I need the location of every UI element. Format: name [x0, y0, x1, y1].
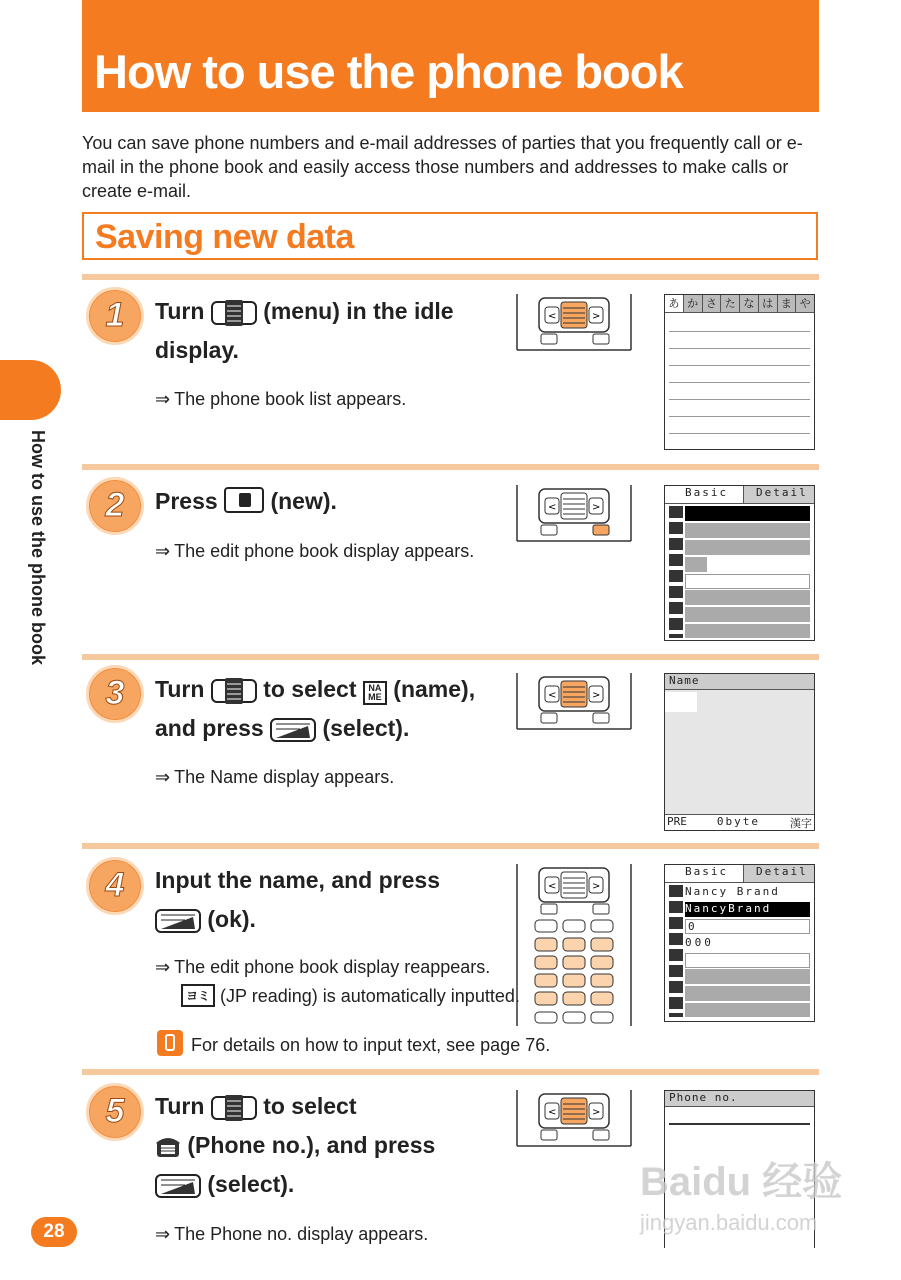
tab-basic: Basic [665, 865, 743, 882]
step-text: Turn [155, 1093, 205, 1119]
side-chapter-label: How to use the phone book [28, 430, 48, 665]
name-icon: NA ME [363, 681, 387, 705]
step-text: (menu) in the idle [263, 298, 454, 324]
step-text: Input the name, and press [155, 867, 440, 893]
svg-text:>: > [592, 881, 601, 892]
step-text: (select). [322, 715, 410, 741]
separator [82, 464, 819, 470]
hand-pointer-icon [157, 1030, 183, 1056]
group-value: 0 [685, 919, 810, 934]
step-number-badge [86, 287, 144, 345]
separator [82, 843, 819, 849]
svg-text:<: < [548, 311, 557, 322]
step-result [155, 541, 474, 562]
separator [82, 1069, 819, 1075]
reference-note [157, 1030, 550, 1056]
result-text: The phone book list appears. [174, 389, 407, 409]
result-text: (JP reading) is automatically inputted. [220, 986, 520, 1006]
step-instruction [155, 1087, 435, 1204]
screen-header: Phone no. [665, 1091, 814, 1107]
keypad-illustration [515, 485, 633, 543]
step-text: (select). [207, 1171, 295, 1197]
screen-tabs [665, 865, 814, 883]
svg-text:<: < [548, 881, 557, 892]
kana-tab: ま [777, 295, 796, 312]
result-text: The edit phone book display reappears. [174, 957, 491, 977]
watermark-logo: Baidu 经验 [640, 1160, 843, 1204]
svg-text:<: < [548, 690, 557, 701]
step-result-detail [181, 984, 520, 1007]
phone-book-list-screen [664, 294, 815, 450]
screen-tabs [665, 486, 814, 504]
side-tab [0, 360, 61, 420]
kana-tab: た [720, 295, 739, 312]
section-heading-box [82, 212, 818, 260]
step-number: 5 [105, 1092, 125, 1130]
result-text: The edit phone book display appears. [174, 541, 475, 561]
step-text: (Phone no.), and press [187, 1132, 436, 1158]
keypad-illustration [515, 1090, 633, 1148]
keypad-full-illustration [515, 864, 633, 1028]
screen-header: Name [665, 674, 814, 690]
reading-value: NancyBrand [685, 902, 810, 917]
select-key-icon [155, 907, 201, 935]
step-number-badge [86, 1083, 144, 1141]
step-text: Turn [155, 676, 205, 702]
step-text: to select [263, 1093, 357, 1119]
footer-kanji: 漢字 [790, 817, 812, 830]
step-result [155, 957, 490, 978]
menu-dial-icon [211, 1094, 257, 1122]
page-number: 28 [31, 1217, 77, 1247]
step-number: 2 [105, 486, 125, 524]
step-number-badge [86, 857, 144, 915]
tab-basic: Basic [665, 486, 743, 503]
jp-reading-icon: ヨミ [181, 984, 215, 1007]
screen-footer [665, 814, 814, 830]
svg-text:>: > [592, 1107, 601, 1118]
result-arrow-icon: ⇒ [155, 957, 171, 977]
note-text: For details on how to input text, see page 76. [191, 1035, 551, 1055]
step-instruction [155, 482, 337, 521]
step-number-badge [86, 477, 144, 535]
step-instruction [155, 670, 475, 748]
step-text: to select [263, 676, 357, 702]
edit-phone-book-screen [664, 485, 815, 641]
step-number: 1 [105, 296, 125, 334]
svg-text:>: > [592, 502, 601, 513]
menu-dial-icon [211, 299, 257, 327]
step-text: and press [155, 715, 264, 741]
result-text: The Phone no. display appears. [174, 1224, 429, 1244]
step-result [155, 389, 406, 410]
kana-tab: や [795, 295, 814, 312]
new-key-icon [224, 487, 264, 513]
svg-text:>: > [592, 311, 601, 322]
step-text: (name), [393, 676, 476, 702]
footer-bytes: 0byte [716, 815, 760, 828]
svg-text:<: < [548, 1107, 557, 1118]
step-instruction [155, 861, 440, 939]
step-number: 3 [105, 674, 125, 712]
select-key-icon [155, 1172, 201, 1200]
intro-text: You can save phone numbers and e-mail addresses of parties that you frequently call or e-mail in the phone book and easily access those numbers and addresses to make calls or create e-mail. [82, 133, 803, 201]
page-title-bar [82, 0, 819, 112]
tab-detail: Detail [743, 865, 814, 882]
page-title: How to use the phone book [94, 45, 683, 98]
step-number: 4 [105, 866, 125, 904]
result-text: The Name display appears. [174, 767, 395, 787]
step-text: (new). [270, 488, 337, 514]
kana-tab: さ [702, 295, 721, 312]
separator [82, 274, 819, 280]
step-text: Turn [155, 298, 205, 324]
name-input-screen [664, 673, 815, 831]
kana-tabs [665, 295, 814, 313]
keypad-illustration [515, 673, 633, 731]
kana-tab: あ [665, 295, 683, 312]
result-arrow-icon: ⇒ [155, 767, 171, 787]
phone-icon [155, 1135, 181, 1159]
step-number-badge [86, 665, 144, 723]
svg-text:<: < [548, 502, 557, 513]
step-text: (ok). [207, 906, 256, 932]
step-text: display. [155, 337, 239, 363]
step-result [155, 1224, 428, 1245]
step-text: Press [155, 488, 218, 514]
footer-mode: PRE [667, 815, 687, 828]
edit-phone-book-filled-screen [664, 864, 815, 1022]
tab-detail: Detail [743, 486, 814, 503]
keypad-illustration [515, 294, 633, 352]
kana-tab: は [758, 295, 777, 312]
number-value: 000 [685, 936, 714, 949]
section-title: Saving new data [95, 218, 354, 256]
select-key-icon [270, 716, 316, 744]
step-result [155, 767, 394, 788]
kana-tab: な [739, 295, 758, 312]
step-instruction [155, 292, 454, 370]
result-arrow-icon: ⇒ [155, 1224, 171, 1244]
menu-dial-icon [211, 677, 257, 705]
result-arrow-icon: ⇒ [155, 389, 171, 409]
result-arrow-icon: ⇒ [155, 541, 171, 561]
watermark-url: jingyan.baidu.com [640, 1210, 818, 1235]
separator [82, 654, 819, 660]
kana-tab: か [683, 295, 702, 312]
svg-text:>: > [592, 690, 601, 701]
name-value: Nancy Brand [685, 885, 780, 898]
